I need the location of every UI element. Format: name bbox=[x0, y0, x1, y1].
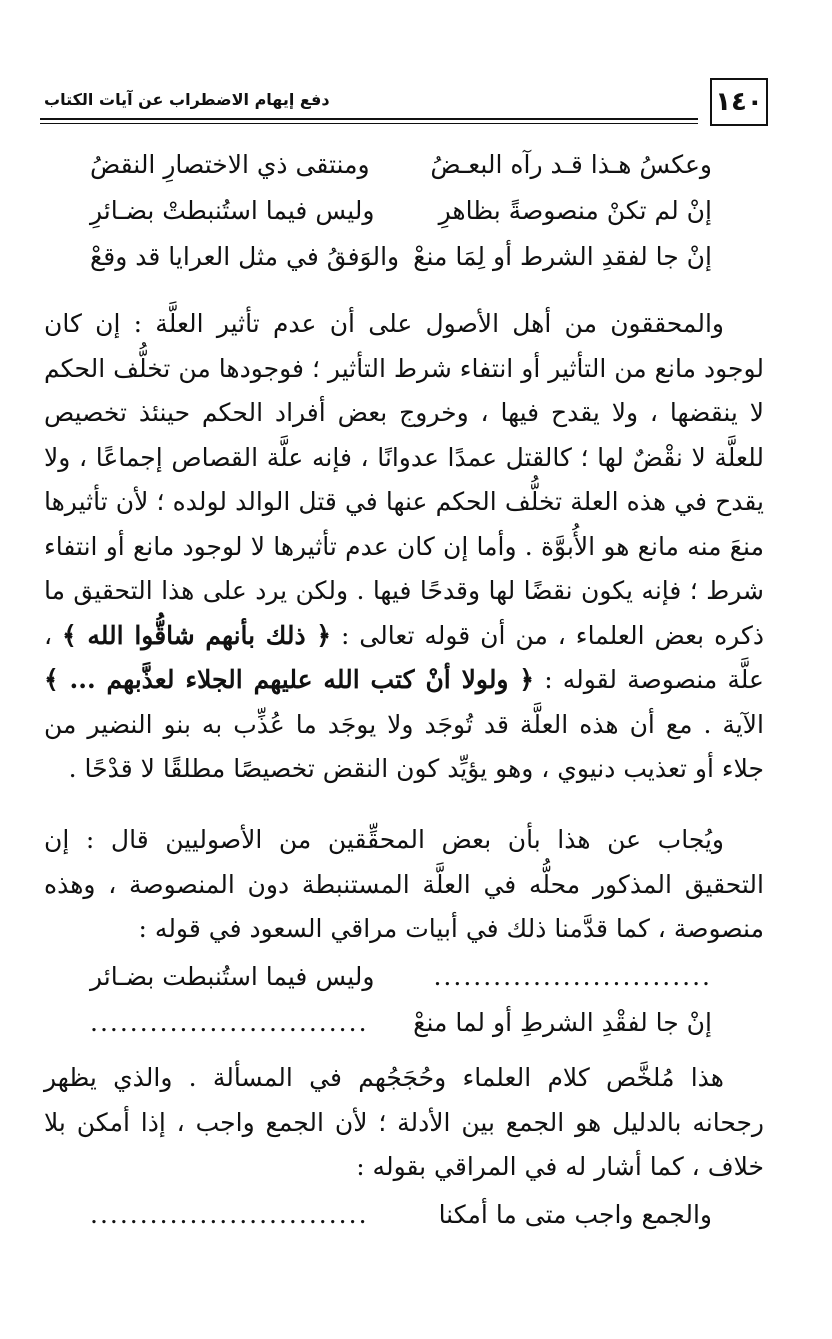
verse-line bbox=[90, 242, 712, 288]
verse-first-hemistich: إنْ جا لفقدِ الشرط أو لِمَا منعْ bbox=[413, 242, 712, 271]
running-title: دفع إيهام الاضطراب عن آيات الكتاب bbox=[44, 90, 330, 109]
paragraph-text: ويُجاب عن هذا بأن بعض المحقِّقين من الأصوليين قال : إن التحقيق المذكور محلُّه في العلَّة المستنبطة دون المنصوصة ، وهذه منصوصة ، كما قدَّمنا ذلك في أبيات مراقي السعود في قوله : bbox=[44, 825, 764, 943]
verse-first-hemistich: والجمع واجب متى ما أمكنا bbox=[438, 1200, 712, 1229]
verse-line bbox=[90, 196, 712, 242]
paragraph-text: والمحققون من أهل الأصول على أن عدم تأثير العلَّة : إن كان لوجود مانع من التأثير أو انتفاء شرط التأثير ؛ فوجودها من تخلُّف الحكم لا ينقضها ، ولا يقدح فيها ، وخروج بعض أفراد الحكم حينئذ تخصيص للعلَّة لا نقْضٌ لها ؛ كالقتل عمدًا عدوانًا ، فإنه علَّة القصاص إجماعًا ، ولا يقدح في هذه العلة تخلُّف الحكم عنها في قتل الوالد لولده ؛ لأن تأثيرها منعَ منه مانع هو الأُبوَّة . وأما إن كان عدم تأثيرها لا لوجود مانع أو انتفاء شرط ؛ فإنه يكون نقضًا لها وقدحًا فيها . ولكن يرد على هذا التحقيق ما ذكره بعض العلماء ، من أن قوله تعالى : bbox=[44, 309, 764, 650]
verse-second-hemistich: ............................ bbox=[90, 1008, 369, 1037]
verse-second-hemistich: ومنتقى ذي الاختصارِ النقضُ bbox=[90, 150, 370, 179]
page-number-box bbox=[710, 78, 768, 126]
page-header bbox=[40, 78, 768, 140]
verse-second-hemistich: وليس فيما استُنبطت بضـائر bbox=[90, 962, 375, 991]
verse-line bbox=[90, 962, 712, 1008]
paragraph-text: الآية . مع أن هذه العلَّة قد تُوجَد ولا يوجَد ما عُذِّب به بنو النضير من جلاء أو تعذيب دنيوي ، وهو يؤيِّد كون النقض تخصيصًا مطلقًا لا قدْحًا . bbox=[44, 709, 764, 783]
page-number: ١٤٠ bbox=[715, 87, 763, 117]
verse-line bbox=[90, 150, 712, 196]
quran-quote: ﴿ ذلك بأنهم شاقُّوا الله ﴾ bbox=[62, 620, 331, 650]
paragraph-main bbox=[44, 302, 764, 792]
verse-second-hemistich: والوَفقُ في مثل العرايا قد وقعْ bbox=[90, 242, 400, 271]
verse-line bbox=[90, 1008, 712, 1054]
verse-second-hemistich: وليس فيما استُنبطتْ بضـائرِ bbox=[90, 196, 375, 225]
quran-quote: ﴿ ولولا أنْ كتب الله عليهم الجلاء لعذَّبهم ... ﴾ bbox=[44, 665, 535, 694]
paragraph-text: هذا مُلخَّص كلام العلماء وحُجَجُهم في المسألة . والذي يظهر رجحانه بالدليل هو الجمع بين الأدلة ؛ لأن الجمع واجب ، إذا أمكن بلا خلاف ، كما أشار له في المراقي بقوله : bbox=[44, 1063, 764, 1181]
verse-first-hemistich: وعكسُ هـذا قـد رآه البعـضُ bbox=[430, 150, 712, 179]
paragraph-answer bbox=[44, 818, 764, 952]
paragraph-conclusion bbox=[44, 1056, 764, 1190]
header-rule-thick bbox=[40, 118, 698, 120]
paragraph-text: ، علَّة منصوصة لقوله : bbox=[44, 620, 764, 694]
verse-line bbox=[90, 1200, 712, 1246]
verse-first-hemistich: إنْ جا لفقْدِ الشرطِ أو لما منعْ bbox=[413, 1008, 712, 1037]
verse-second-hemistich: ............................ bbox=[90, 1200, 369, 1229]
verse-first-hemistich: ............................ bbox=[433, 962, 712, 991]
header-rule-thin bbox=[40, 123, 698, 124]
verse-first-hemistich: إنْ لم تكنْ منصوصةً بظاهرِ bbox=[438, 196, 712, 225]
